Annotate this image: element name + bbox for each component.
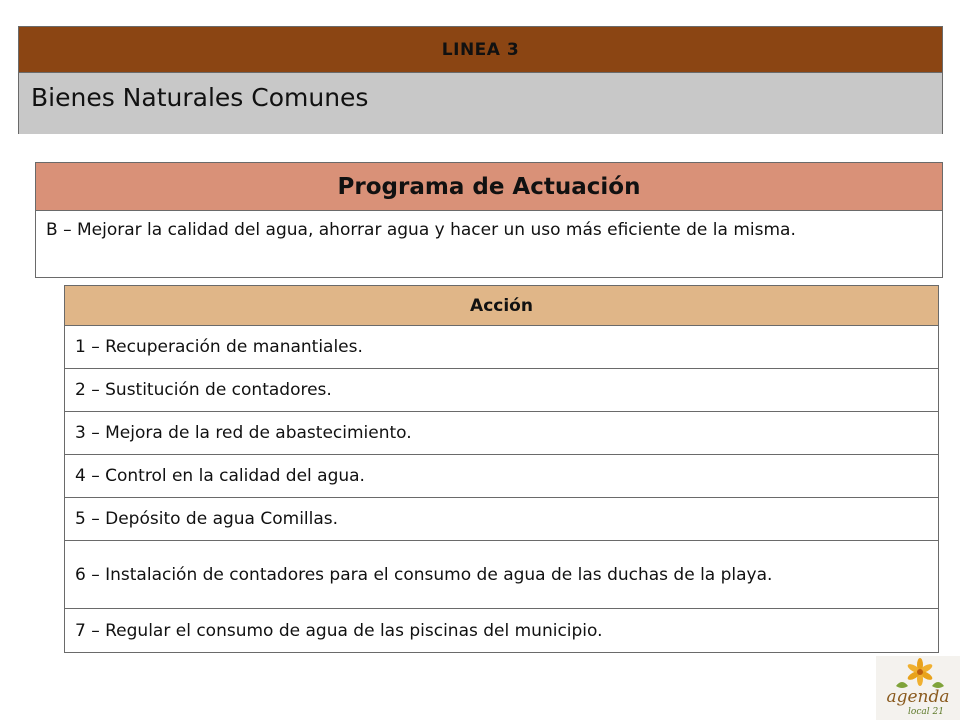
- accion-row: 4 – Control en la calidad del agua.: [65, 455, 938, 498]
- programa-description: B – Mejorar la calidad del agua, ahorrar agua y hacer un uso más eficiente de la misma.: [46, 220, 796, 240]
- programa-title: Programa de Actuación: [36, 163, 942, 211]
- linea-title: LINEA 3: [19, 27, 942, 73]
- accion-table: [64, 285, 939, 653]
- programa-table: [35, 162, 943, 278]
- accion-row: 2 – Sustitución de contadores.: [65, 369, 938, 412]
- svg-text:local 21: local 21: [908, 707, 944, 717]
- accion-row: 7 – Regular el consumo de agua de las piscinas del municipio.: [75, 620, 603, 641]
- svg-text:agenda: agenda: [886, 687, 950, 707]
- accion-header: Acción: [65, 286, 938, 326]
- accion-row: 1 – Recuperación de manantiales.: [65, 326, 938, 369]
- accion-row: 5 – Depósito de agua Comillas.: [65, 498, 938, 541]
- linea-table: [18, 26, 943, 134]
- accion-row: 3 – Mejora de la red de abastecimiento.: [65, 412, 938, 455]
- agenda-21-logo: [876, 656, 960, 720]
- accion-row: 6 – Instalación de contadores para el consumo de agua de las duchas de la playa.: [65, 541, 938, 609]
- linea-subtitle: Bienes Naturales Comunes: [19, 73, 942, 134]
- agenda-21-logo-icon: [876, 656, 960, 720]
